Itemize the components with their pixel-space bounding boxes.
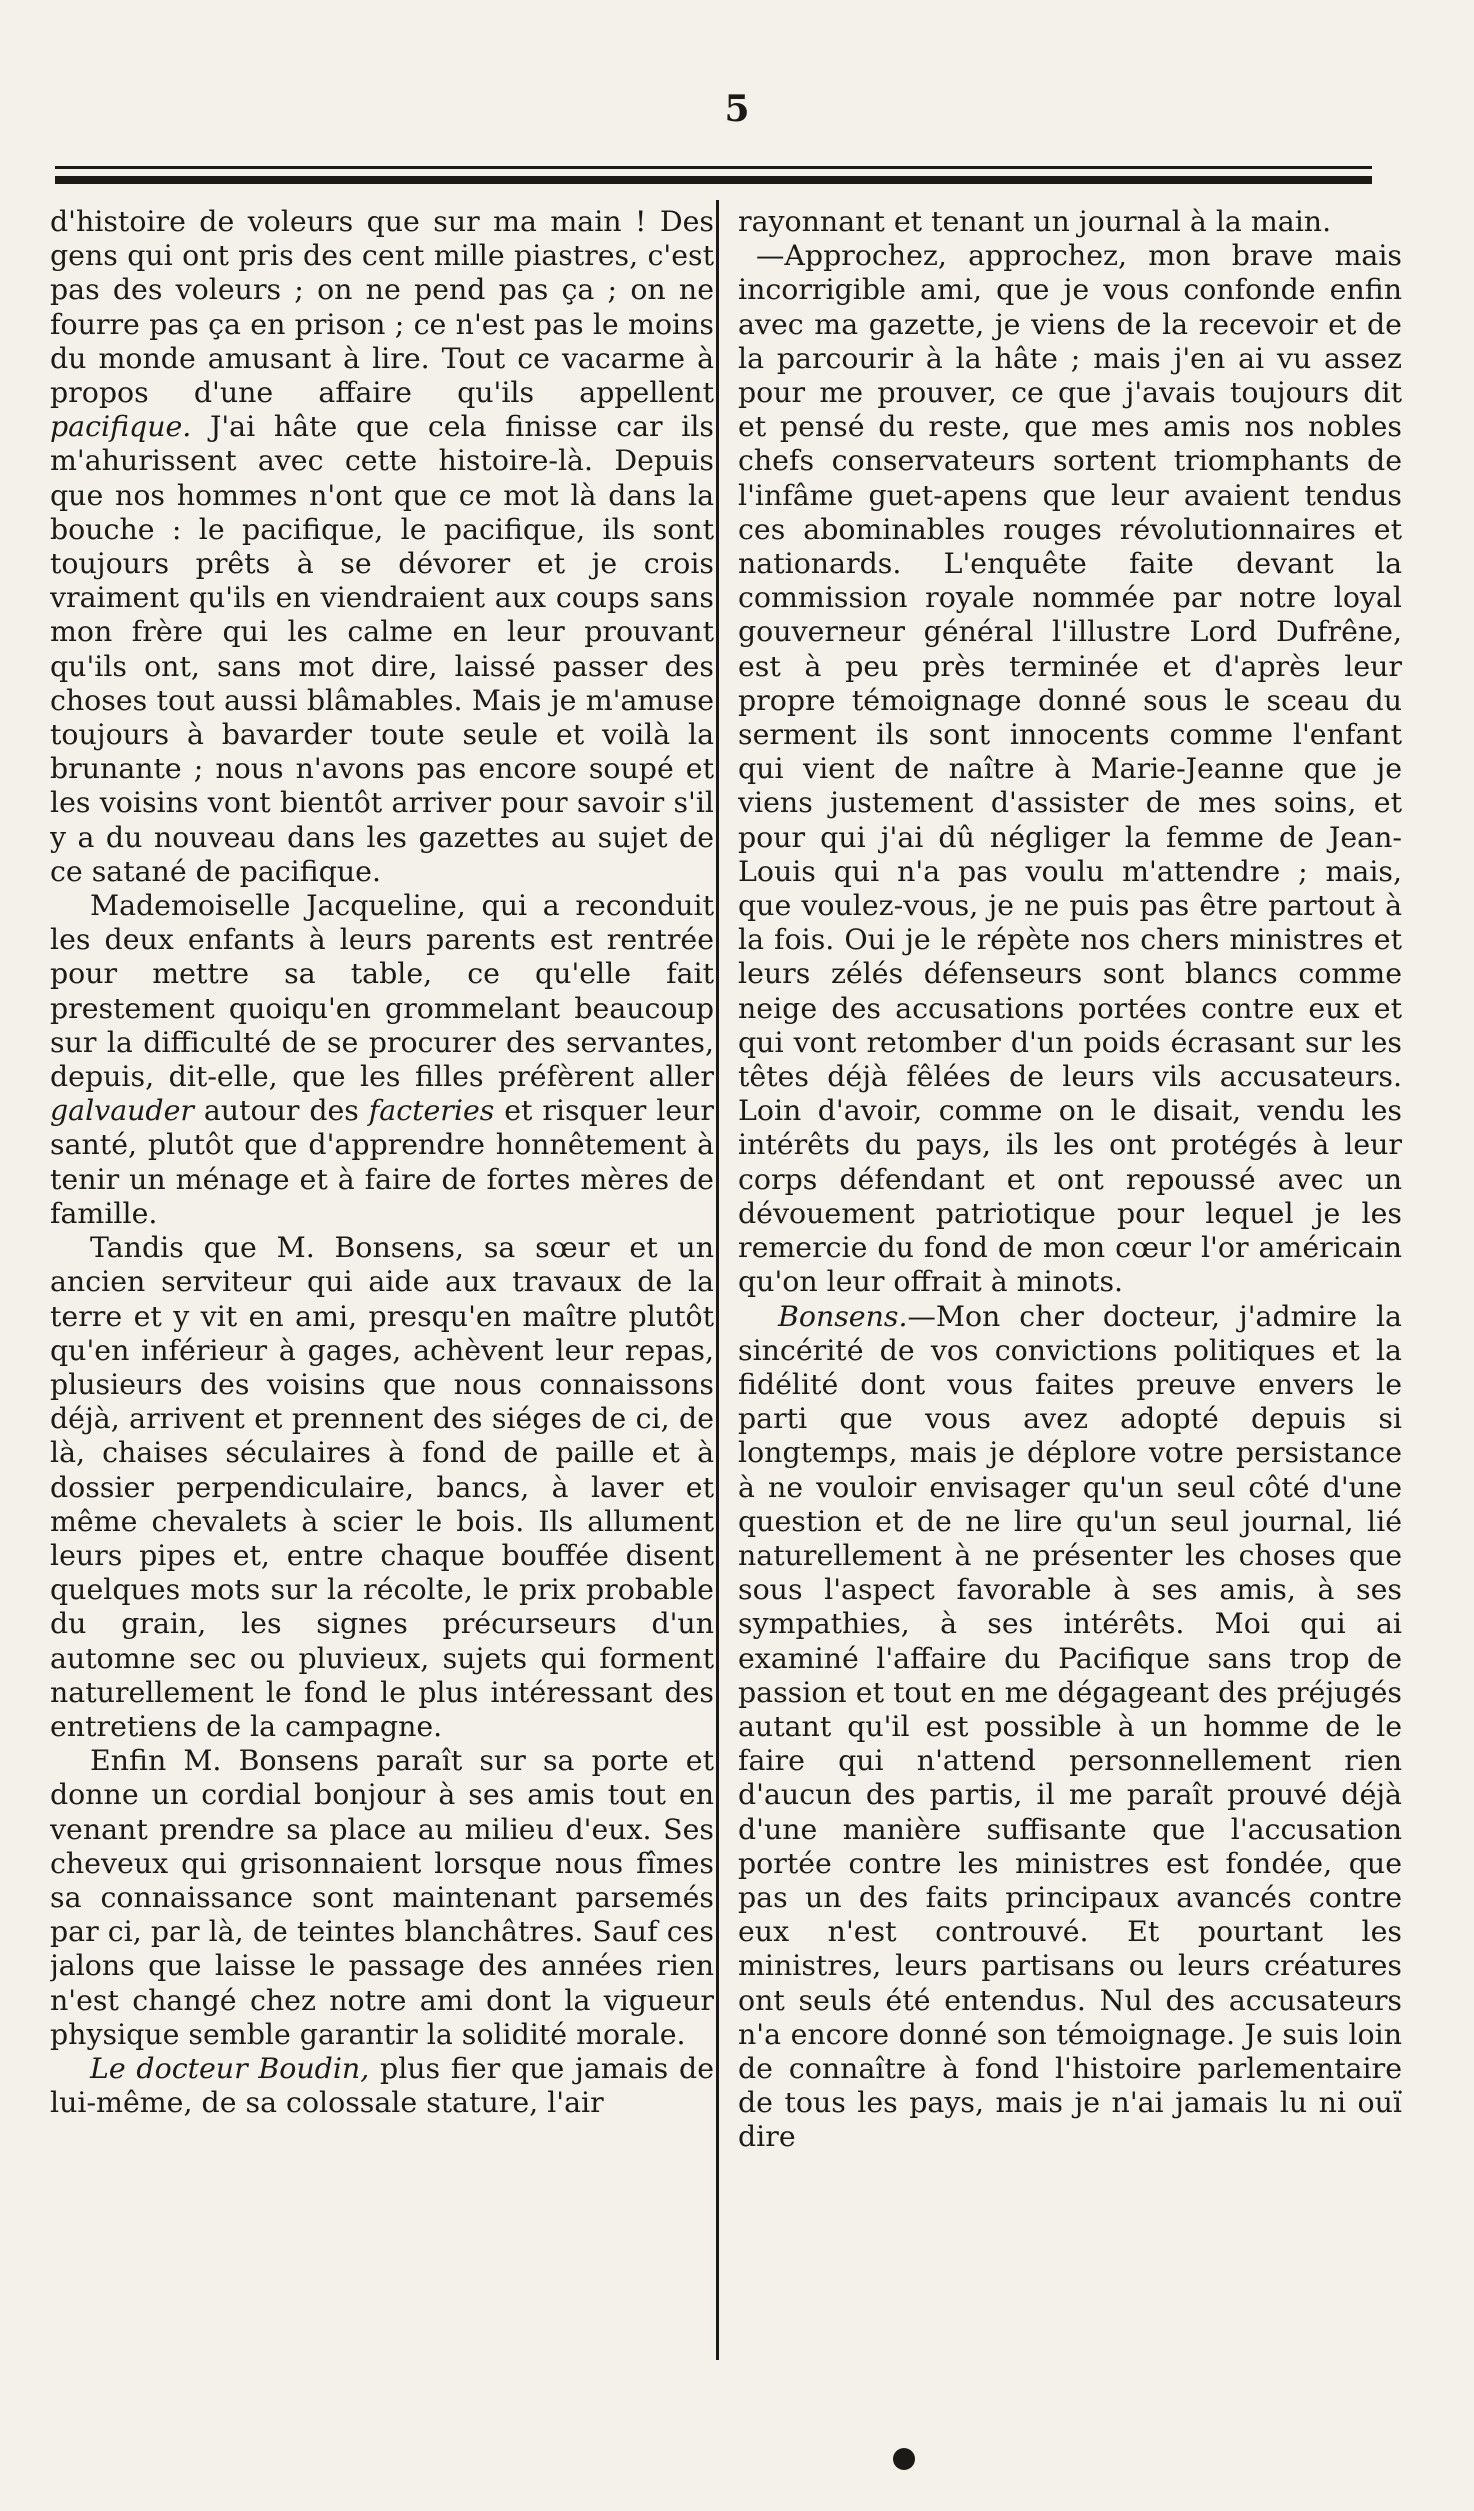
left-paragraph-3: Tandis que M. Bonsens, sa sœur et un ancien serviteur qui aide aux travaux de la terre et y vit en ami, presqu'en maître plutôt qu'en inférieur à gages, achèvent leur repas, plusieurs des voisins que nous connaissons déjà, arrivent et prennent des siéges de ci, de là, chaises séculaires à fond de paille et à dossier perpendiculaire, bancs, à laver et même chevalets à scier le bois. Ils allument leurs pipes et, entre chaque bouffée disent quelques mots sur la récolte, le prix probable du grain, les signes précurseurs d'un automne sec ou pluvieux, sujets qui forment naturellement le fond le plus intéressant des entretiens de la campagne.: [50, 1231, 714, 1743]
left-paragraph-1: [50, 205, 714, 889]
right-paragraph-1: rayonnant et tenant un journal à la main.: [738, 205, 1332, 238]
left-p2-text-c: et risquer leur santé, plutôt que d'apprendre honnêtement à tenir un ménage et à faire de fortes mères de famille.: [50, 1094, 714, 1230]
right-paragraph-3: [738, 1300, 1402, 2155]
left-p2-emphasis-2: facteries: [368, 1094, 495, 1128]
left-p5-speaker: Le docteur Boudin,: [90, 2051, 370, 2085]
left-p2-text-a: Mademoiselle Jacqueline, qui a reconduit les deux enfants à leurs parents est rentrée pour mettre sa table, ce qu'elle fait prestement quoiqu'en grommelant beaucoup sur la difficulté de se procurer des servantes, depuis, dit-elle, que les filles préfèrent aller: [50, 889, 714, 1094]
page-number: 5: [724, 88, 750, 130]
left-p5-text: plus fier que jamais de lui-même, de sa colossale stature, l'air: [50, 2051, 714, 2120]
left-paragraph-2: [50, 889, 714, 1231]
right-p3-text: —Mon cher docteur, j'admire la sincérité de vos convictions politiques et la fidélité dont vous faites preuve envers le parti que vous avez adopté depuis si longtemps, mais je déplore votre persistance à ne vouloir envisager qu'un seul côté d'une question et de ne lire qu'un seul journal, lié naturellement à ne présenter les choses que sous l'aspect favorable à ses amis, à ses sympathies, à ses intérêts. Moi qui ai examiné l'affaire du Pacifique sans trop de passion et tout en me dégageant des préjugés autant qu'il est possible à un homme de le faire qui n'attend personnellement rien d'aucun des partis, il me paraît prouvé déjà d'une manière suffisante que l'accusation portée contre les ministres est fondée, que pas un des faits principaux avancés contre eux n'est controuvé. Et pourtant les ministres, leurs partisans ou leurs créatures ont seuls été entendus. Nul des accusateurs n'a encore donné son témoignage. Je suis loin de connaître à fond l'histoire parlementaire de tous les pays, mais je n'ai jamais lu ni ouï dire: [738, 1299, 1402, 2154]
left-paragraph-4: Enfin M. Bonsens paraît sur sa porte et donne un cordial bonjour à ses amis tout en venant prendre sa place au milieu d'eux. Ses cheveux qui grisonnaient lorsque nous fîmes sa connaissance sont maintenant parsemés par ci, par là, de teintes blanchâtres. Sauf ces jalons que laisse le passage des années rien n'est changé chez notre ami dont la vigueur physique semble garantir la solidité morale.: [50, 1744, 714, 2051]
ink-blot: [893, 2448, 915, 2470]
left-p1-emphasis: pacifique.: [50, 410, 192, 444]
left-column: [50, 205, 714, 2365]
header-rule-thick: [55, 176, 1372, 184]
left-p1-text-end: J'ai hâte que cela finisse car ils m'ahurissent avec cette histoire-là. Depuis que nos hommes n'ont que ce mot là dans la bouche : le pacifique, le pacifique, ils sont toujours prêts à se dévorer et je crois vraiment qu'ils en viendraient aux coups sans mon frère qui les calme en leur prouvant qu'ils ont, sans mot dire, laissé passer des choses tout aussi blâmables. Mais je m'amuse toujours à bavarder toute seule et voilà la brunante ; nous n'avons pas encore soupé et les voisins vont bientôt arriver pour savoir s'il y a du nouveau dans les gazettes au sujet de ce satané de pacifique.: [50, 410, 714, 888]
left-p2-emphasis-1: galvauder: [50, 1094, 194, 1128]
right-paragraph-2: —Approchez, approchez, mon brave mais incorrigible ami, que je vous confonde enfin avec ma gazette, je viens de la recevoir et de la parcourir à la hâte ; mais j'en ai vu assez pour me prouver, ce que j'avais toujours dit et pensé du reste, que mes amis nos nobles chefs conservateurs sortent triomphants de l'infâme guet-apens que leur avaient tendus ces abominables rouges révolutionnaires et nationards. L'enquête faite devant la commission royale nommée par notre loyal gouverneur général l'illustre Lord Dufrêne, est à peu près terminée et d'après leur propre témoignage donné sous le sceau du serment ils sont innocents comme l'enfant qui vient de naître à Marie-Jeanne que je viens justement d'assister de mes soins, et pour qui j'ai dû négliger la femme de Jean-Louis qui n'a pas voulu m'attendre ; mais, que voulez-vous, je ne puis pas être partout à la fois. Oui je le répète nos chers ministres et leurs zélés défenseurs sont blancs comme neige des accusations portées contre eux et qui vont retomber d'un poids écrasant sur les têtes déjà fêlées de leurs vils accusateurs. Loin d'avoir, comme on le disait, vendu les intérêts du pays, ils les ont protégés à leur corps défendant et ont repoussé avec un dévouement patriotique pour lequel je les remercie du fond de mon cœur l'or américain qu'on leur offrait à minots.: [738, 239, 1402, 1299]
right-column: [738, 205, 1402, 2365]
header-rule-thin: [55, 166, 1372, 169]
left-p1-text: d'histoire de voleurs que sur ma main ! Des gens qui ont pris des cent mille piastres, c'est pas des voleurs ; on ne pend pas ça ; on ne fourre pas ça en prison ; ce n'est pas le moins du monde amusant à lire. Tout ce vacarme à propos d'une affaire qu'ils appellent: [50, 205, 714, 410]
column-divider: [716, 200, 719, 2360]
right-p3-speaker: Bonsens.: [778, 1299, 908, 1333]
left-p2-text-b: autour des: [193, 1094, 369, 1128]
left-paragraph-5: [50, 2052, 714, 2120]
